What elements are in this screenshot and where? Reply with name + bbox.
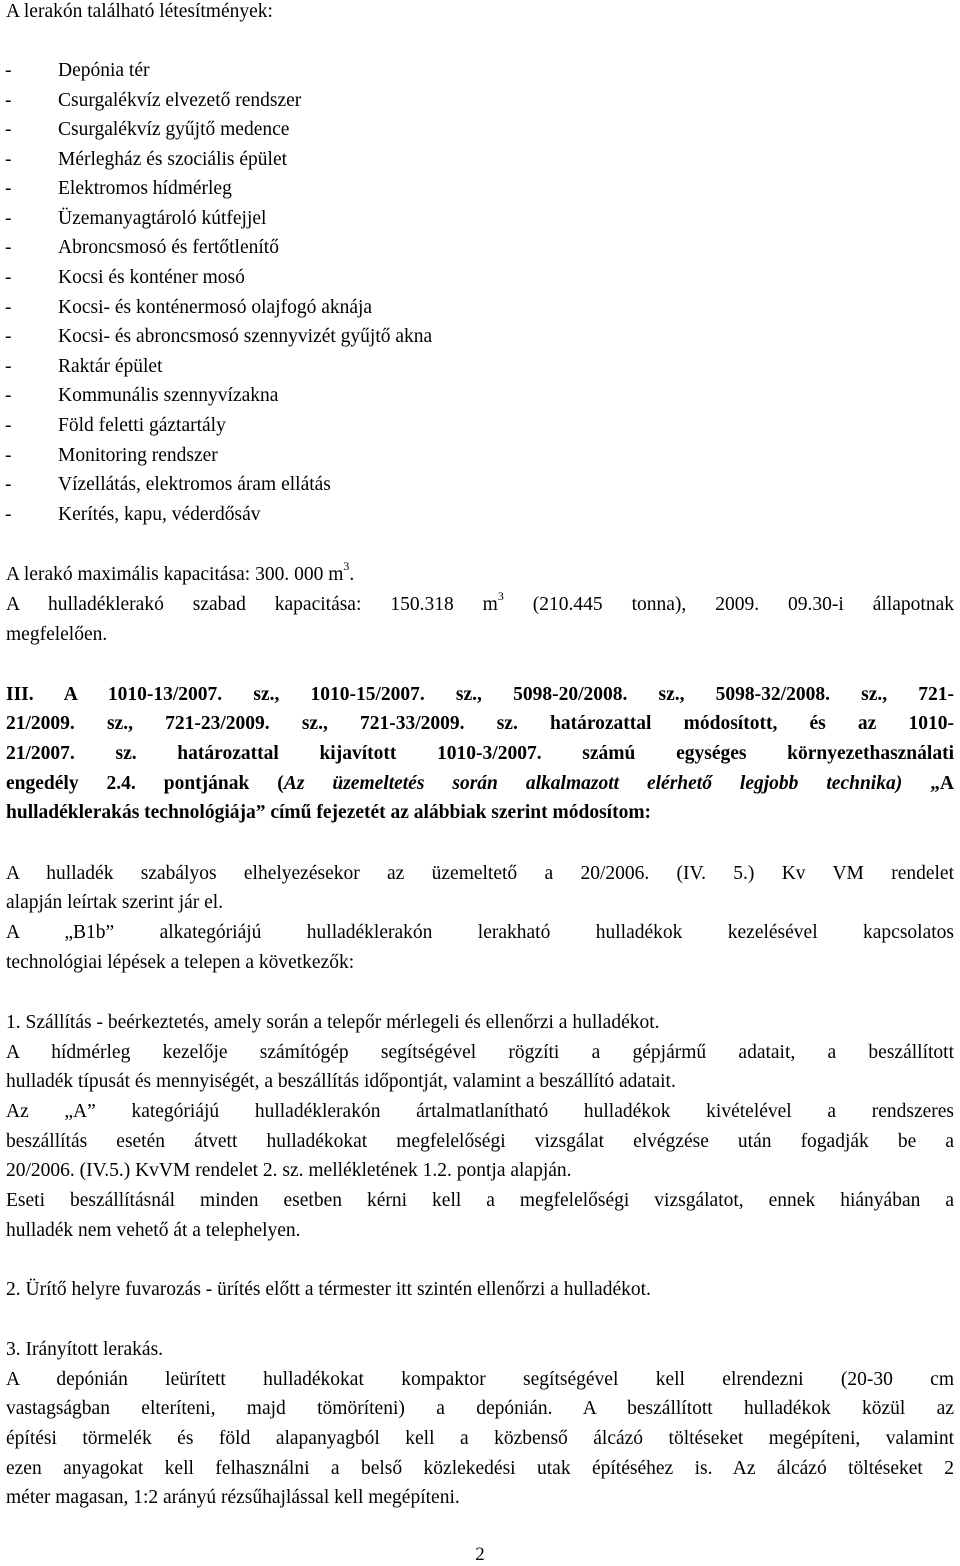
step-1-line-7: hulladék nem vehető át a telephelyen.	[6, 1220, 301, 1241]
free-capacity-text: A hulladéklerakó szabad kapacitása: 150.318 m	[6, 594, 498, 615]
step-1-line-3: Az „A” kategóriájú hulladéklerakón ártalmatlanítható hulladékok kivételével a rendszeres	[6, 1101, 954, 1122]
step-3-title: 3. Irányított lerakás.	[6, 1339, 164, 1360]
max-capacity-text: A lerakó maximális kapacitása: 300. 000 m	[6, 564, 344, 585]
permit-point-title: Az üzemeltetés során alkalmazott elérhető legjobb technika)	[283, 773, 903, 794]
permit-line-5: hulladéklerakás technológiája” című fejezetét az alábbiak szerint módosítom:	[6, 802, 652, 823]
step-1-title: 1. Szállítás - beérkeztetés, amely során a telepőr mérlegeli és ellenőrzi a hulladékot.	[6, 1012, 660, 1033]
list-item-text: Üzemanyagtároló kútfejjel	[58, 208, 267, 229]
list-dash: -	[5, 237, 12, 258]
list-dash: -	[5, 90, 12, 111]
free-capacity-line-cont: megfelelően.	[6, 624, 108, 645]
list-item	[5, 89, 954, 113]
step-3-line-2: vastagságban elteríteni, majd tömöríteni) a depónián. A beszállított hulladékok közül az	[6, 1398, 954, 1419]
list-item	[5, 59, 954, 83]
list-dash: -	[5, 445, 12, 466]
list-item	[5, 325, 954, 349]
list-item	[5, 503, 954, 527]
list-item	[5, 177, 954, 201]
permit-line-4	[6, 772, 954, 796]
list-item	[5, 384, 954, 408]
list-dash: -	[5, 415, 12, 436]
list-dash: -	[5, 208, 12, 229]
free-capacity-detail: (210.445 tonna), 2009. 09.30-i állapotnak	[503, 594, 954, 615]
max-capacity-end: .	[349, 564, 355, 585]
max-capacity-line	[6, 558, 954, 587]
list-item-text: Föld feletti gáztartály	[58, 415, 226, 436]
list-item-text: Kocsi és konténer mosó	[58, 267, 245, 288]
list-dash: -	[5, 60, 12, 81]
list-item-text: Vízellátás, elektromos áram ellátás	[58, 474, 331, 495]
permit-line-3: 21/2007. sz. határozattal kijavított 1010-3/2007. számú egységes környezethasználati	[6, 743, 954, 764]
intro-line-2: alapján leírtak szerint jár el.	[6, 892, 224, 913]
max-capacity-unit-exponent: 3	[343, 558, 350, 573]
list-item	[5, 355, 954, 379]
list-dash: -	[5, 119, 12, 140]
list-item-text: Kocsi- és konténermosó olajfogó aknája	[58, 297, 373, 318]
page-number: 2	[475, 1544, 485, 1565]
step-1-line-1: A hídmérleg kezelője számítógép segítségével rögzíti a gépjármű adatait, a beszállított	[6, 1042, 954, 1063]
list-dash: -	[5, 326, 12, 347]
list-dash: -	[5, 297, 12, 318]
list-item-text: Elektromos hídmérleg	[58, 178, 232, 199]
list-dash: -	[5, 149, 12, 170]
permit-point-ref: engedély 2.4. pontjának (	[6, 773, 284, 794]
intro-line-4: technológiai lépések a telepen a következők:	[6, 952, 355, 973]
list-item	[5, 296, 954, 320]
permit-line-1: III. A 1010-13/2007. sz., 1010-15/2007. sz., 5098-20/2008. sz., 5098-32/2008. sz., 721-	[6, 684, 954, 705]
list-item-text: Mérlegház és szociális épület	[58, 149, 288, 170]
step-2-title: 2. Ürítő helyre fuvarozás - ürítés előtt a térmester itt szintén ellenőrzi a hulladékot.	[6, 1279, 651, 1300]
list-dash: -	[5, 356, 12, 377]
free-capacity-unit-exponent: 3	[497, 588, 504, 603]
list-dash: -	[5, 267, 12, 288]
list-item-text: Kocsi- és abroncsmosó szennyvizét gyűjtő akna	[58, 326, 433, 347]
list-item-text: Kerítés, kapu, véderdősáv	[58, 504, 261, 525]
list-item-text: Monitoring rendszer	[58, 445, 218, 466]
list-item	[5, 414, 954, 438]
step-1-line-6: Eseti beszállításnál minden esetben kérni kell a megfelelőségi vizsgálatot, ennek hiányában a	[6, 1190, 954, 1211]
list-item	[5, 236, 954, 260]
step-3-line-5: méter magasan, 1:2 arányú rézsűhajlással kell megépíteni.	[6, 1487, 460, 1508]
list-item-text: Raktár épület	[58, 356, 163, 377]
list-item-text: Abroncsmosó és fertőtlenítő	[58, 237, 279, 258]
list-dash: -	[5, 385, 12, 406]
permit-quote-open: „A	[902, 773, 954, 794]
list-item-text: Depónia tér	[58, 60, 150, 81]
step-1-line-4: beszállítás esetén átvett hulladékokat megfelelőségi vizsgálat elvégzése után fogadják be a	[6, 1131, 954, 1152]
list-dash: -	[5, 178, 12, 199]
list-item-text: Csurgalékvíz elvezető rendszer	[58, 90, 302, 111]
step-3-line-3: építési törmelék és föld alapanyagból kell a közbenső álcázó töltéseket megépíteni, valamint	[6, 1428, 954, 1449]
free-capacity-line	[6, 588, 954, 617]
step-1-line-2: hulladék típusát és mennyiségét, a beszállítás időpontját, valamint a beszállító adatait.	[6, 1071, 676, 1092]
list-item	[5, 266, 954, 290]
intro-line-3: A „B1b” alkategóriájú hulladéklerakón lerakható hulladékok kezelésével kapcsolatos	[6, 922, 954, 943]
step-3-line-1: A depónián leürített hulladékokat kompaktor segítségével kell elrendezni (20-30 cm	[6, 1369, 954, 1390]
list-dash: -	[5, 504, 12, 525]
permit-line-2: 21/2009. sz., 721-23/2009. sz., 721-33/2009. sz. határozattal módosított, és az 1010-	[6, 713, 954, 734]
list-item-text: Kommunális szennyvízakna	[58, 385, 279, 406]
list-item	[5, 148, 954, 172]
list-item	[5, 444, 954, 468]
list-item	[5, 207, 954, 231]
list-item	[5, 118, 954, 142]
list-item	[5, 473, 954, 497]
step-1-line-5: 20/2006. (IV.5.) KvVM rendelet 2. sz. mellékletének 1.2. pontja alapján.	[6, 1160, 572, 1181]
list-dash: -	[5, 474, 12, 495]
list-item-text: Csurgalékvíz gyűjtő medence	[58, 119, 290, 140]
facilities-heading: A lerakón található létesítmények:	[6, 1, 273, 22]
step-3-line-4: ezen anyagokat kell felhasználni a belső közlekedési utak építéséhez is. Az álcázó töltéseket 2	[6, 1458, 954, 1479]
intro-line-1: A hulladék szabályos elhelyezésekor az üzemeltető a 20/2006. (IV. 5.) Kv VM rendelet	[6, 863, 954, 884]
